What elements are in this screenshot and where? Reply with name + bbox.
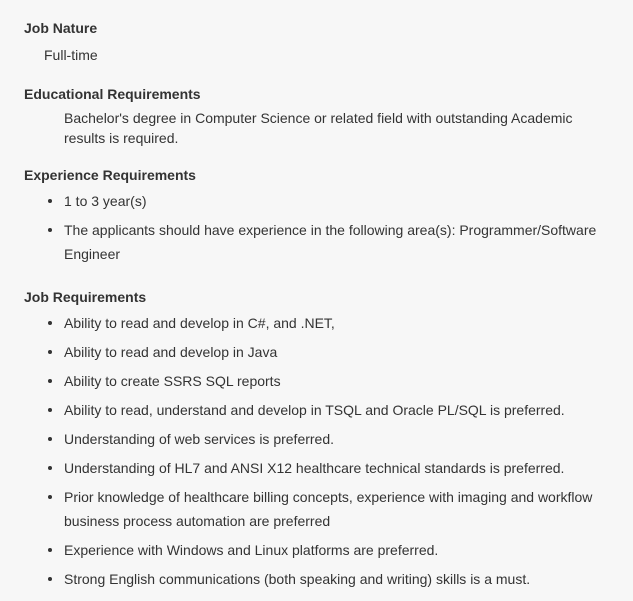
list-item: Prior knowledge of healthcare billing concepts, experience with imaging and workflow business process automation are preferred	[64, 485, 609, 533]
list-item: The applicants should have experience in the following area(s): Programmer/Software Engineer	[64, 218, 609, 266]
educational-requirements-section	[24, 85, 633, 148]
list-item: Ability to read and develop in C#, and .NET,	[64, 311, 633, 335]
educational-requirements-value: Bachelor's degree in Computer Science or related field with outstanding Academic results is required.	[64, 110, 573, 146]
list-item: Ability to create SSRS SQL reports	[64, 369, 633, 393]
list-item: Ability to read and develop in Java	[64, 340, 633, 364]
job-nature-section	[24, 19, 633, 64]
experience-requirements-section	[24, 166, 633, 266]
list-item: Understanding of HL7 and ANSI X12 healthcare technical standards is preferred.	[64, 456, 633, 480]
experience-requirements-list	[24, 189, 633, 266]
job-requirements-title: Job Requirements	[24, 289, 147, 305]
list-item: 1 to 3 year(s)	[64, 189, 633, 213]
list-item: Experience with Windows and Linux platforms are preferred.	[64, 538, 633, 562]
experience-requirements-title: Experience Requirements	[24, 167, 196, 183]
job-requirements-list	[24, 311, 633, 591]
job-nature-value: Full-time	[44, 47, 98, 63]
educational-requirements-title: Educational Requirements	[24, 86, 201, 102]
list-item: Strong English communications (both speaking and writing) skills is a must.	[64, 567, 633, 591]
job-nature-title: Job Nature	[24, 20, 98, 36]
list-item: Understanding of web services is preferred.	[64, 427, 633, 451]
list-item: Ability to read, understand and develop in TSQL and Oracle PL/SQL is preferred.	[64, 398, 633, 422]
job-requirements-section	[24, 288, 633, 591]
